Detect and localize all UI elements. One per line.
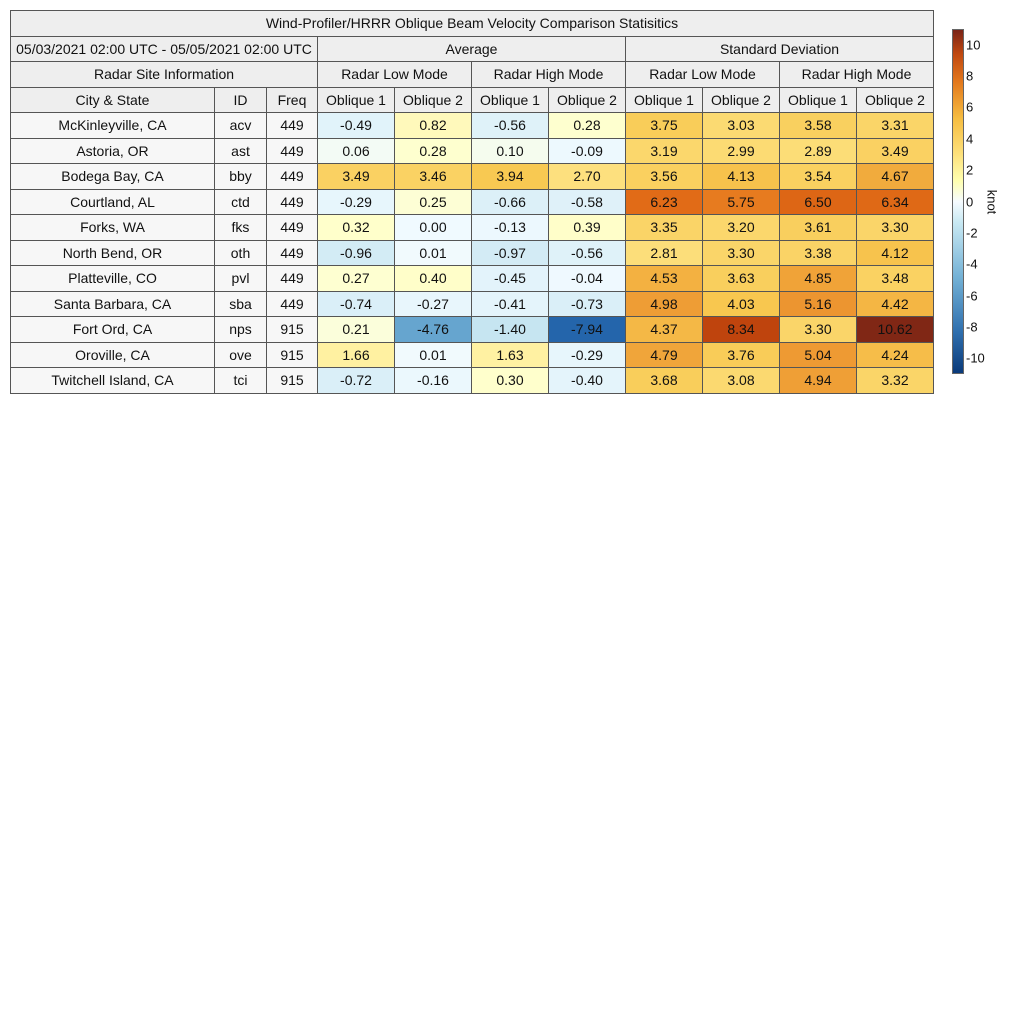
value-cell: 3.68 (626, 368, 703, 394)
value-cell: 3.30 (857, 215, 934, 241)
table-row (11, 342, 934, 368)
value-cell: 3.76 (703, 342, 780, 368)
column-header-oblique: Oblique 2 (703, 87, 780, 113)
value-cell: 0.21 (318, 317, 395, 343)
table-title: Wind-Profiler/HRRR Oblique Beam Velocity Comparison Statisitics (11, 11, 934, 37)
value-cell: 6.23 (626, 189, 703, 215)
value-cell: 4.03 (703, 291, 780, 317)
value-cell: 10.62 (857, 317, 934, 343)
value-cell: -0.56 (549, 240, 626, 266)
avg-low-mode-header: Radar Low Mode (318, 62, 472, 88)
value-cell: 4.12 (857, 240, 934, 266)
value-cell: -1.40 (472, 317, 549, 343)
value-cell: 1.66 (318, 342, 395, 368)
table-row (11, 317, 934, 343)
id-cell: oth (215, 240, 267, 266)
freq-cell: 449 (267, 215, 318, 241)
value-cell: 3.56 (626, 164, 703, 190)
value-cell: 1.63 (472, 342, 549, 368)
value-cell: 3.35 (626, 215, 703, 241)
colorbar-tick-label: 4 (966, 131, 974, 147)
colorbar-tick-label: -2 (966, 225, 978, 241)
value-cell: 0.06 (318, 138, 395, 164)
colorbar-tick-label: 10 (966, 37, 981, 53)
value-cell: 3.46 (395, 164, 472, 190)
value-cell: 3.38 (780, 240, 857, 266)
colorbar-tick-label: 8 (966, 68, 974, 84)
id-cell: pvl (215, 266, 267, 292)
column-header-oblique: Oblique 2 (549, 87, 626, 113)
city-cell: Platteville, CO (11, 266, 215, 292)
city-cell: Courtland, AL (11, 189, 215, 215)
value-cell: 5.75 (703, 189, 780, 215)
column-header-id: ID (215, 87, 267, 113)
freq-cell: 449 (267, 266, 318, 292)
value-cell: -0.27 (395, 291, 472, 317)
table-row (11, 215, 934, 241)
value-cell: -0.09 (549, 138, 626, 164)
value-cell: -0.13 (472, 215, 549, 241)
value-cell: -7.94 (549, 317, 626, 343)
value-cell: 2.81 (626, 240, 703, 266)
id-cell: tci (215, 368, 267, 394)
value-cell: -0.73 (549, 291, 626, 317)
value-cell: 2.99 (703, 138, 780, 164)
value-cell: -0.49 (318, 113, 395, 139)
table-row (11, 189, 934, 215)
value-cell: 0.30 (472, 368, 549, 394)
value-cell: -0.41 (472, 291, 549, 317)
value-cell: -0.29 (318, 189, 395, 215)
freq-cell: 449 (267, 138, 318, 164)
value-cell: 6.34 (857, 189, 934, 215)
column-header-oblique: Oblique 2 (857, 87, 934, 113)
value-cell: 3.30 (703, 240, 780, 266)
value-cell: 0.32 (318, 215, 395, 241)
freq-cell: 449 (267, 189, 318, 215)
value-cell: -0.45 (472, 266, 549, 292)
value-cell: -0.29 (549, 342, 626, 368)
table-row (11, 291, 934, 317)
value-cell: 0.39 (549, 215, 626, 241)
id-cell: bby (215, 164, 267, 190)
value-cell: 3.61 (780, 215, 857, 241)
city-cell: Oroville, CA (11, 342, 215, 368)
value-cell: 3.63 (703, 266, 780, 292)
average-header: Average (318, 36, 626, 62)
value-cell: 3.30 (780, 317, 857, 343)
column-header-freq: Freq (267, 87, 318, 113)
value-cell: -0.58 (549, 189, 626, 215)
value-cell: 4.42 (857, 291, 934, 317)
value-cell: 4.79 (626, 342, 703, 368)
value-cell: 3.94 (472, 164, 549, 190)
city-cell: McKinleyville, CA (11, 113, 215, 139)
colorbar-tick-label: -4 (966, 256, 978, 272)
value-cell: 3.19 (626, 138, 703, 164)
value-cell: 4.98 (626, 291, 703, 317)
column-header-oblique: Oblique 1 (318, 87, 395, 113)
value-cell: 0.10 (472, 138, 549, 164)
table-row (11, 138, 934, 164)
site-info-header: Radar Site Information (11, 62, 318, 88)
freq-cell: 449 (267, 240, 318, 266)
value-cell: 4.67 (857, 164, 934, 190)
column-header-oblique: Oblique 1 (626, 87, 703, 113)
value-cell: 3.03 (703, 113, 780, 139)
id-cell: ctd (215, 189, 267, 215)
value-cell: 8.34 (703, 317, 780, 343)
colorbar-tick-label: -10 (966, 350, 985, 366)
id-cell: ove (215, 342, 267, 368)
table-row (11, 368, 934, 394)
value-cell: 3.32 (857, 368, 934, 394)
freq-cell: 449 (267, 113, 318, 139)
value-cell: -0.66 (472, 189, 549, 215)
value-cell: 3.48 (857, 266, 934, 292)
city-cell: Twitchell Island, CA (11, 368, 215, 394)
value-cell: 4.85 (780, 266, 857, 292)
value-cell: 3.31 (857, 113, 934, 139)
value-cell: -4.76 (395, 317, 472, 343)
value-cell: 5.16 (780, 291, 857, 317)
colorbar (952, 29, 964, 374)
value-cell: 4.94 (780, 368, 857, 394)
value-cell: 0.82 (395, 113, 472, 139)
value-cell: 4.24 (857, 342, 934, 368)
value-cell: 6.50 (780, 189, 857, 215)
value-cell: -0.96 (318, 240, 395, 266)
value-cell: 0.25 (395, 189, 472, 215)
column-header-oblique: Oblique 2 (395, 87, 472, 113)
avg-high-mode-header: Radar High Mode (472, 62, 626, 88)
value-cell: 4.37 (626, 317, 703, 343)
colorbar-tick-label: -6 (966, 288, 978, 304)
value-cell: 3.08 (703, 368, 780, 394)
value-cell: -0.40 (549, 368, 626, 394)
freq-cell: 449 (267, 291, 318, 317)
id-cell: sba (215, 291, 267, 317)
table-row (11, 164, 934, 190)
colorbar-tick-label: 0 (966, 194, 974, 209)
value-cell: 0.27 (318, 266, 395, 292)
value-cell: 0.28 (549, 113, 626, 139)
city-cell: Bodega Bay, CA (11, 164, 215, 190)
table-row (11, 266, 934, 292)
value-cell: 3.49 (318, 164, 395, 190)
value-cell: 3.75 (626, 113, 703, 139)
value-cell: 0.00 (395, 215, 472, 241)
value-cell: -0.72 (318, 368, 395, 394)
column-header-oblique: Oblique 1 (780, 87, 857, 113)
column-header-city: City & State (11, 87, 215, 113)
colorbar-unit-label: knot (984, 189, 1000, 215)
id-cell: ast (215, 138, 267, 164)
value-cell: 5.04 (780, 342, 857, 368)
freq-cell: 915 (267, 317, 318, 343)
value-cell: 3.58 (780, 113, 857, 139)
freq-cell: 915 (267, 368, 318, 394)
value-cell: 2.70 (549, 164, 626, 190)
comparison-table (10, 10, 934, 394)
value-cell: -0.04 (549, 266, 626, 292)
id-cell: fks (215, 215, 267, 241)
value-cell: 0.40 (395, 266, 472, 292)
value-cell: 0.01 (395, 240, 472, 266)
value-cell: -0.74 (318, 291, 395, 317)
colorbar-tick-label: -8 (966, 319, 978, 335)
value-cell: 4.53 (626, 266, 703, 292)
std-dev-header: Standard Deviation (626, 36, 934, 62)
colorbar-tick-label: 6 (966, 99, 974, 115)
value-cell: -0.97 (472, 240, 549, 266)
value-cell: 2.89 (780, 138, 857, 164)
value-cell: 4.13 (703, 164, 780, 190)
value-cell: 3.20 (703, 215, 780, 241)
city-cell: Fort Ord, CA (11, 317, 215, 343)
value-cell: 0.01 (395, 342, 472, 368)
value-cell: -0.56 (472, 113, 549, 139)
column-header-oblique: Oblique 1 (472, 87, 549, 113)
table-row (11, 240, 934, 266)
city-cell: Forks, WA (11, 215, 215, 241)
table-row (11, 113, 934, 139)
freq-cell: 915 (267, 342, 318, 368)
value-cell: 3.49 (857, 138, 934, 164)
id-cell: acv (215, 113, 267, 139)
value-cell: 0.28 (395, 138, 472, 164)
city-cell: Santa Barbara, CA (11, 291, 215, 317)
id-cell: nps (215, 317, 267, 343)
value-cell: 3.54 (780, 164, 857, 190)
city-cell: Astoria, OR (11, 138, 215, 164)
freq-cell: 449 (267, 164, 318, 190)
date-range: 05/03/2021 02:00 UTC - 05/05/2021 02:00 UTC (11, 36, 318, 62)
city-cell: North Bend, OR (11, 240, 215, 266)
colorbar-tick-label: 2 (966, 162, 974, 178)
std-low-mode-header: Radar Low Mode (626, 62, 780, 88)
std-high-mode-header: Radar High Mode (780, 62, 934, 88)
value-cell: -0.16 (395, 368, 472, 394)
